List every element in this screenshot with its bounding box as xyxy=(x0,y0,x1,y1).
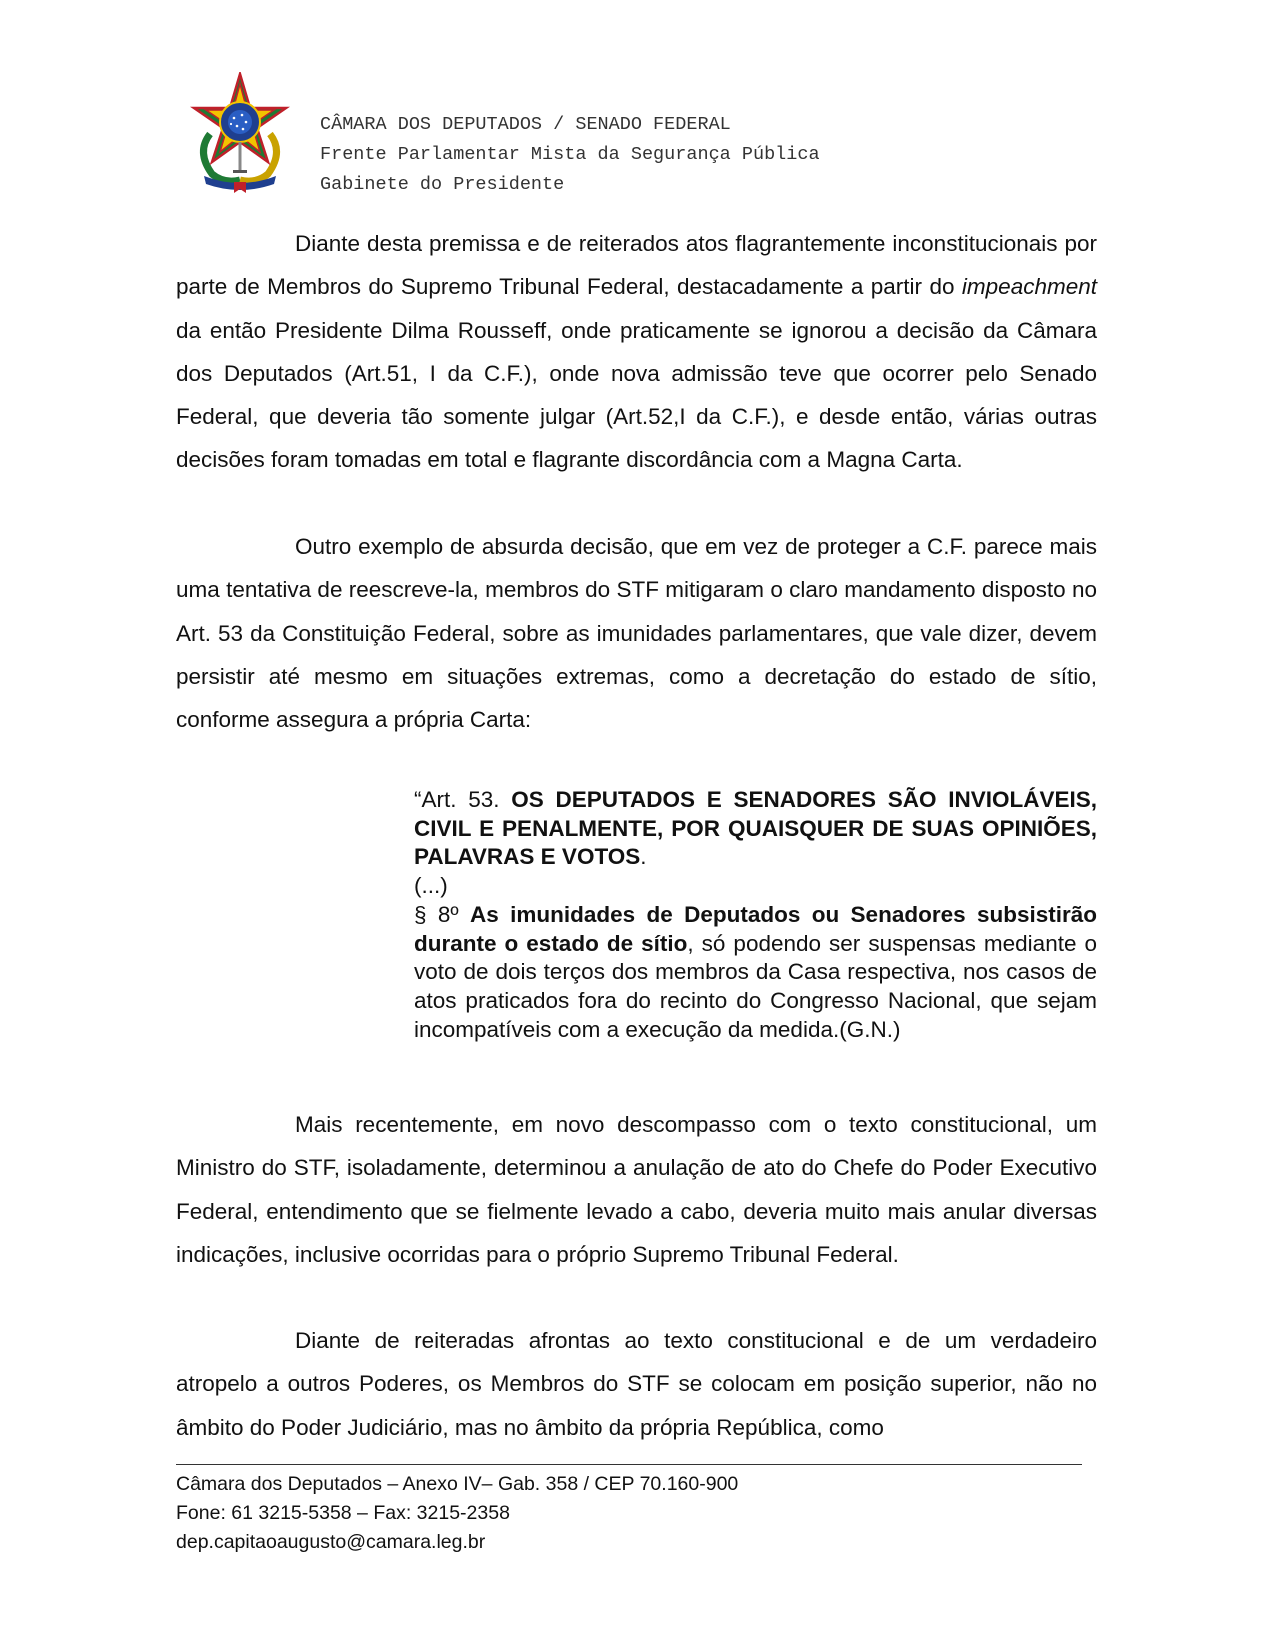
letterhead-line-office: Gabinete do Presidente xyxy=(320,174,565,195)
letterhead-line-institution: CÂMARA DOS DEPUTADOS / SENADO FEDERAL xyxy=(320,114,731,135)
quote-paragraph-rest: , só podendo ser suspensas mediante o voto de dois terços dos membros da Casa respectiva, nos casos de atos praticados fora do recinto do Congresso Nacional, que sejam incompatíveis com a execução da medida.(G.N.) xyxy=(414,930,1097,1042)
letterhead xyxy=(190,72,1090,202)
paragraph-1-text-a: Diante desta premissa e de reiterados atos flagrantemente inconstitucionais por parte de Membros do Supremo Tribunal Federal, destacadamente a partir do xyxy=(176,231,1097,300)
footer xyxy=(176,1470,738,1557)
quote-paragraph-prefix: § 8º xyxy=(414,901,470,927)
letterhead-line-front: Frente Parlamentar Mista da Segurança Pública xyxy=(320,144,820,165)
footer-email: dep.capitaoaugusto@camara.leg.br xyxy=(176,1531,486,1553)
quote-article-bold: OS DEPUTADOS E SENADORES SÃO INVIOLÁVEIS, CIVIL E PENALMENTE, POR QUAISQUER DE SUAS OPINIÕES, PALAVRAS E VOTOS xyxy=(414,787,1097,870)
letterhead-text xyxy=(320,110,820,200)
quote-ellipsis: (...) xyxy=(414,873,448,899)
paragraph-2: Outro exemplo de absurda decisão, que em vez de proteger a C.F. parece mais uma tentativa de reescreve-la, membros do STF mitigaram o claro mandamento disposto no Art. 53 da Constituição Federal, sobre as imunidades parlamentares, que vale dizer, devem persistir até mesmo em situações extremas, como a decretação do estado de sítio, conforme assegura a própria Carta: xyxy=(176,534,1097,733)
quote-article-53 xyxy=(414,786,1097,872)
footer-address: Câmara dos Deputados – Anexo IV– Gab. 358 / CEP 70.160-900 xyxy=(176,1473,739,1495)
paragraph-3: Mais recentemente, em novo descompasso com o texto constitucional, um Ministro do STF, isoladamente, determinou a anulação de ato do Chefe do Poder Executivo Federal, entendimento que se fielmente levado a cabo, deveria muito mais anular diversas indicações, inclusive ocorridas para o próprio Supremo Tribunal Federal. xyxy=(176,1112,1097,1267)
document-body-bottom xyxy=(176,1103,1097,1449)
quote-paragraph-bold: As imunidades de Deputados ou Senadores subsistirão durante o estado de sítio xyxy=(414,901,1097,956)
quote-article-prefix: “Art. 53. xyxy=(414,787,512,812)
document-body-top xyxy=(176,222,1097,785)
paragraph-1-italic-term: impeachment xyxy=(961,274,1097,300)
quote-article-suffix: . xyxy=(640,844,647,870)
footer-phone: Fone: 61 3215-5358 – Fax: 3215-2358 xyxy=(176,1502,510,1524)
paragraph-4: Diante de reiteradas afrontas ao texto constitucional e de um verdadeiro atropelo a outros Poderes, os Membros do STF se colocam em posição superior, não no âmbito do Poder Judiciário, mas no âmbito da própria República, como xyxy=(176,1328,1097,1440)
paragraph-1 xyxy=(176,222,1097,525)
quote-paragraph-8 xyxy=(414,901,1097,1045)
brazil-coat-of-arms-icon xyxy=(190,72,290,194)
footer-divider xyxy=(176,1464,1082,1465)
paragraph-1-text-b: da então Presidente Dilma Rousseff, onde praticamente se ignorou a decisão da Câmara dos Deputados (Art.51, I da C.F.), onde nova admissão teve que ocorrer pelo Senado Federal, que deveria tão somente julgar (Art.52,I da C.F.), e desde então, várias outras decisões foram tomadas em total e flagrante discordância com a Magna Carta. xyxy=(176,317,1097,473)
constitution-quote xyxy=(414,786,1097,1044)
